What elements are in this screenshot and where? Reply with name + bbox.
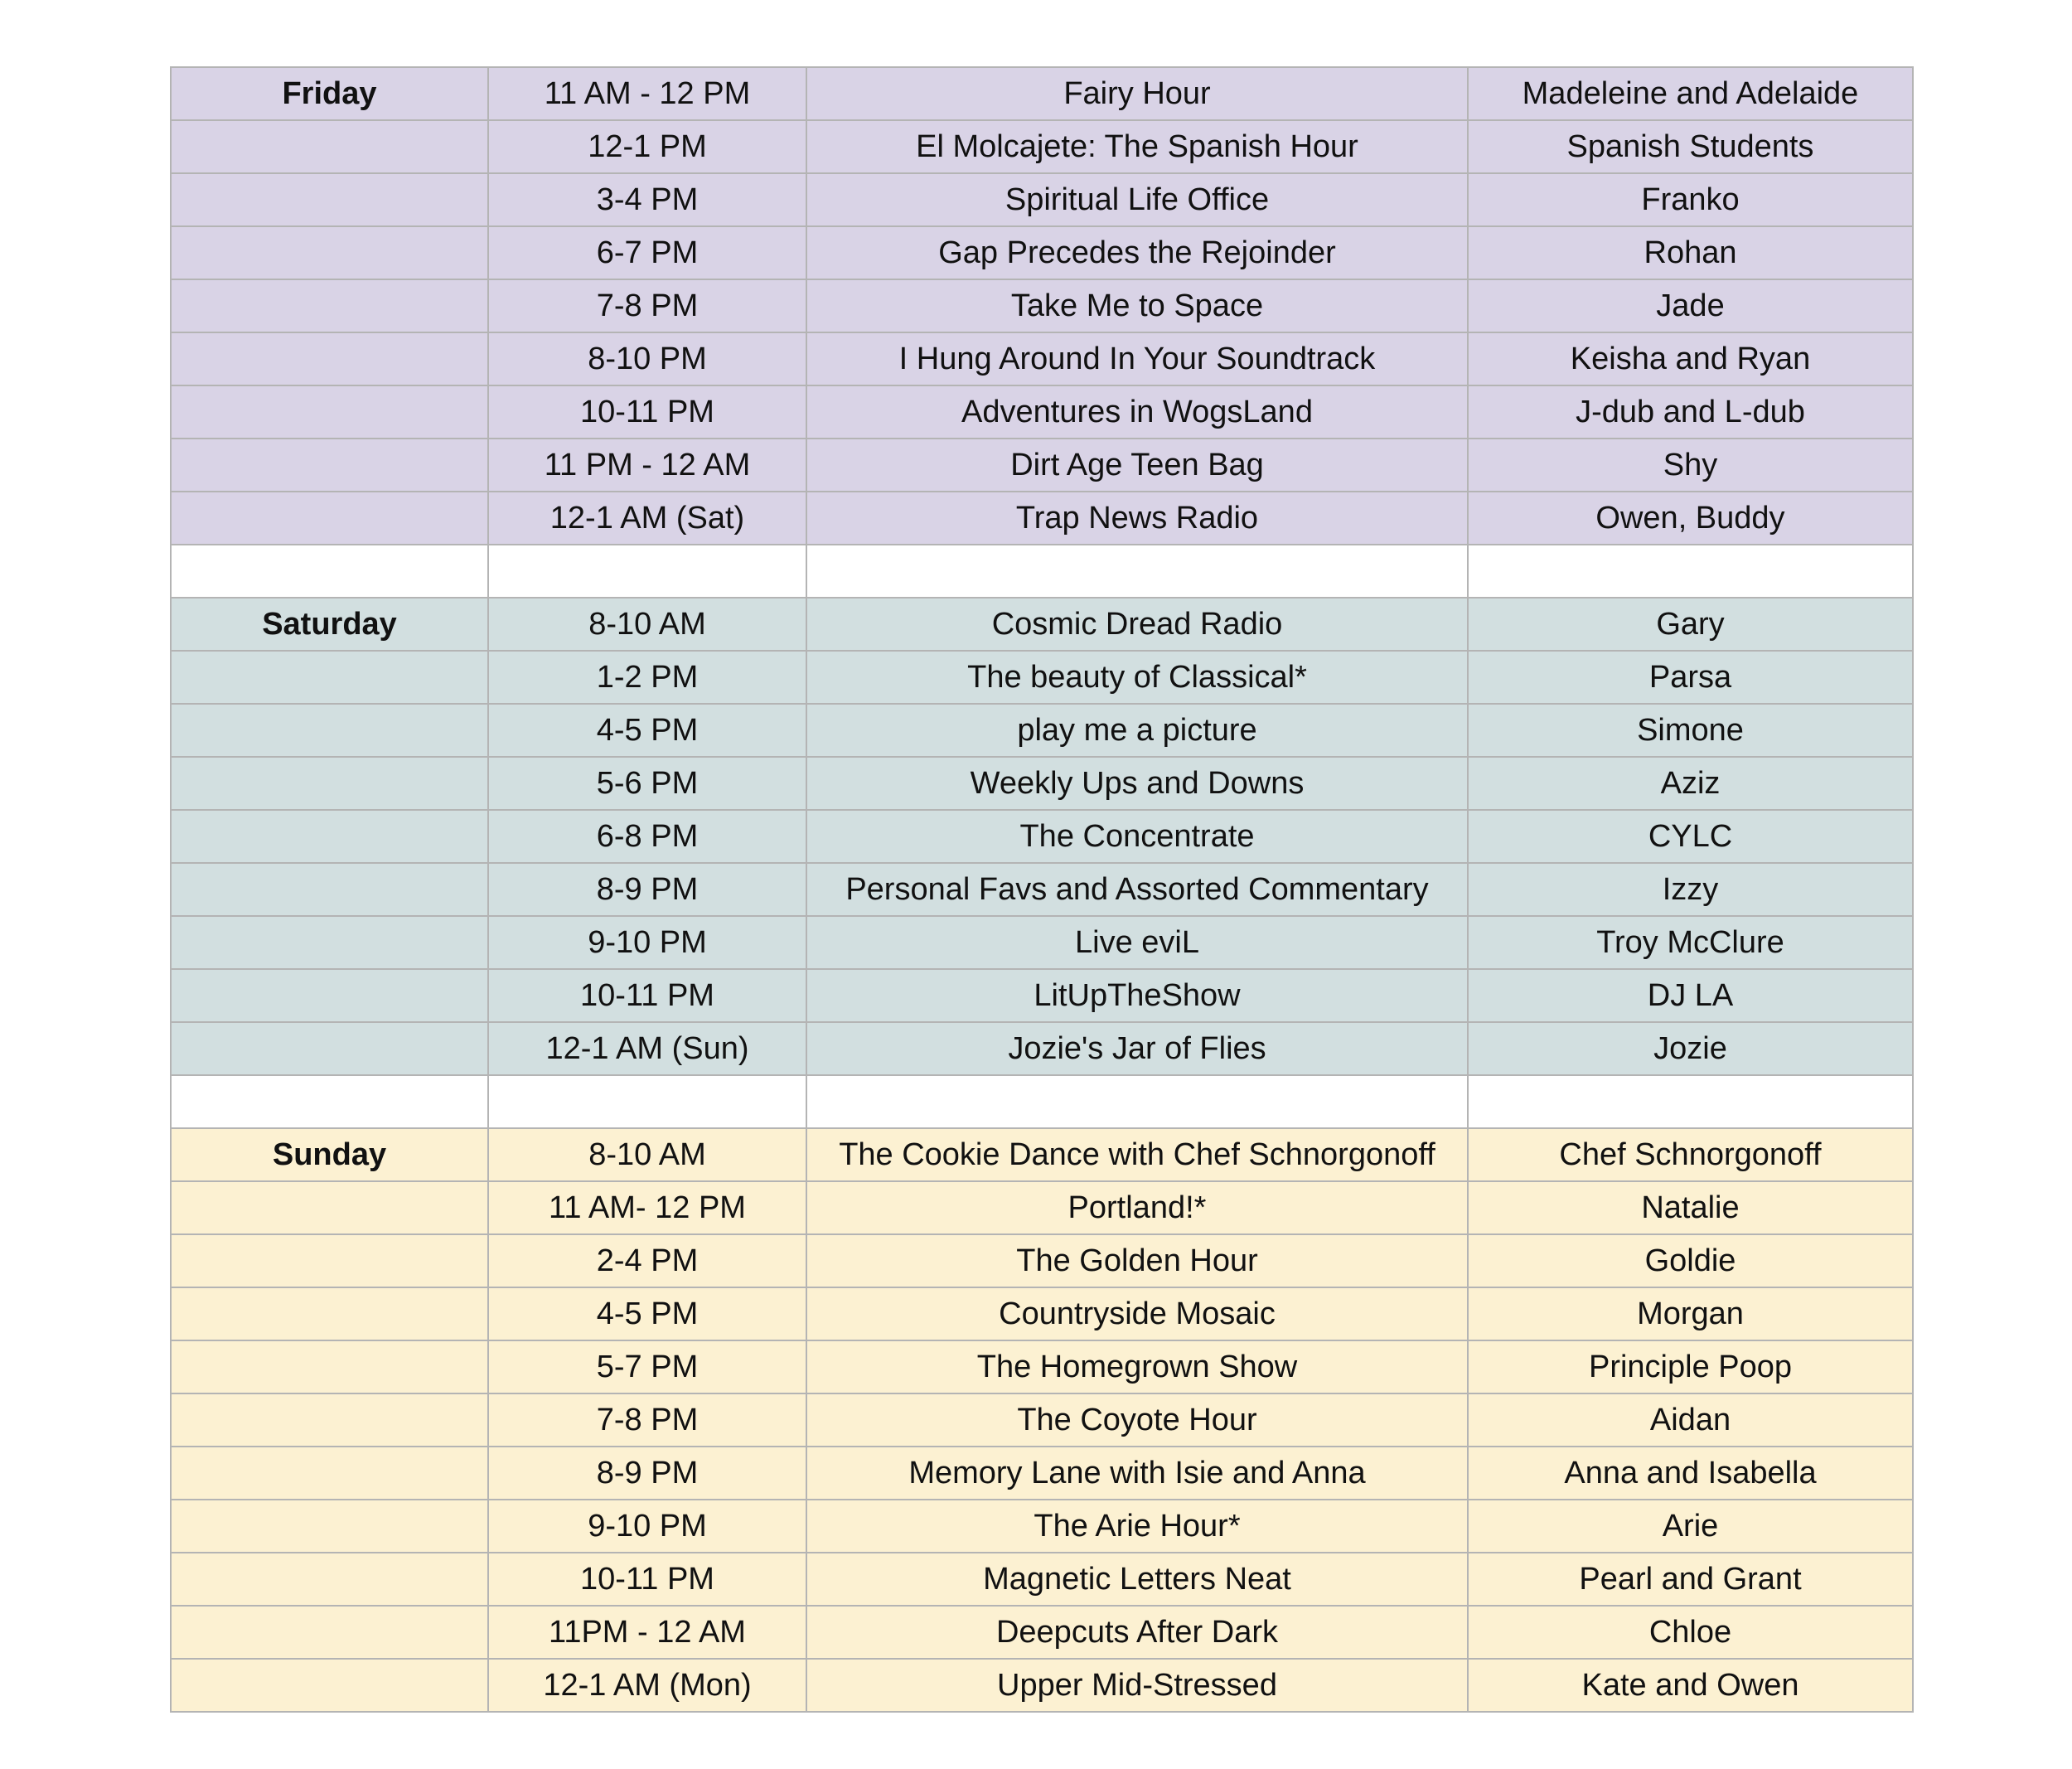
host-name: Chef Schnorgonoff <box>1468 1128 1913 1181</box>
day-cell-empty <box>171 1287 488 1340</box>
time-slot: 11PM - 12 AM <box>488 1606 806 1659</box>
time-slot: 12-1 AM (Sat) <box>488 492 806 545</box>
table-row <box>171 1500 1913 1553</box>
show-name: Gap Precedes the Rejoinder <box>806 226 1468 279</box>
host-name: Rohan <box>1468 226 1913 279</box>
show-name: Countryside Mosaic <box>806 1287 1468 1340</box>
day-cell-empty <box>171 492 488 545</box>
day-cell-empty <box>171 226 488 279</box>
host-name: Jade <box>1468 279 1913 332</box>
day-cell-empty <box>171 651 488 704</box>
host-name: Simone <box>1468 704 1913 757</box>
time-slot: 10-11 PM <box>488 385 806 439</box>
time-slot: 4-5 PM <box>488 704 806 757</box>
day-cell-empty <box>171 173 488 226</box>
show-name: play me a picture <box>806 704 1468 757</box>
table-row <box>171 1234 1913 1287</box>
time-slot: 8-9 PM <box>488 1447 806 1500</box>
time-slot: 11 AM - 12 PM <box>488 67 806 120</box>
day-cell-empty <box>171 1606 488 1659</box>
time-slot: 4-5 PM <box>488 1287 806 1340</box>
host-name: Keisha and Ryan <box>1468 332 1913 385</box>
time-slot: 9-10 PM <box>488 916 806 969</box>
day-cell-empty <box>171 757 488 810</box>
show-name: LitUpTheShow <box>806 969 1468 1022</box>
show-name: Spiritual Life Office <box>806 173 1468 226</box>
show-name: Live eviL <box>806 916 1468 969</box>
spacer-cell <box>488 1075 806 1128</box>
table-row <box>171 863 1913 916</box>
time-slot: 8-10 PM <box>488 332 806 385</box>
host-name: Gary <box>1468 598 1913 651</box>
host-name: CYLC <box>1468 810 1913 863</box>
day-cell-empty <box>171 439 488 492</box>
show-name: Personal Favs and Assorted Commentary <box>806 863 1468 916</box>
host-name: Izzy <box>1468 863 1913 916</box>
spacer-cell <box>806 1075 1468 1128</box>
table-row <box>171 969 1913 1022</box>
host-name: J-dub and L-dub <box>1468 385 1913 439</box>
time-slot: 12-1 PM <box>488 120 806 173</box>
table-row <box>171 651 1913 704</box>
table-row <box>171 1606 1913 1659</box>
show-name: Upper Mid-Stressed <box>806 1659 1468 1712</box>
table-row <box>171 757 1913 810</box>
host-name: Jozie <box>1468 1022 1913 1075</box>
time-slot: 8-9 PM <box>488 863 806 916</box>
day-cell-empty <box>171 385 488 439</box>
schedule-body <box>171 67 1913 1712</box>
host-name: Owen, Buddy <box>1468 492 1913 545</box>
host-name: Chloe <box>1468 1606 1913 1659</box>
time-slot: 11 AM- 12 PM <box>488 1181 806 1234</box>
time-slot: 9-10 PM <box>488 1500 806 1553</box>
host-name: Kate and Owen <box>1468 1659 1913 1712</box>
time-slot: 6-8 PM <box>488 810 806 863</box>
host-name: Morgan <box>1468 1287 1913 1340</box>
host-name: Principle Poop <box>1468 1340 1913 1393</box>
time-slot: 5-6 PM <box>488 757 806 810</box>
table-row <box>171 332 1913 385</box>
host-name: DJ LA <box>1468 969 1913 1022</box>
show-name: The beauty of Classical* <box>806 651 1468 704</box>
table-row <box>171 385 1913 439</box>
day-cell-empty <box>171 1447 488 1500</box>
show-name: Adventures in WogsLand <box>806 385 1468 439</box>
time-slot: 7-8 PM <box>488 279 806 332</box>
table-row <box>171 1287 1913 1340</box>
spacer-row <box>171 1075 1913 1128</box>
time-slot: 12-1 AM (Mon) <box>488 1659 806 1712</box>
table-row <box>171 704 1913 757</box>
time-slot: 7-8 PM <box>488 1393 806 1447</box>
table-row <box>171 1553 1913 1606</box>
host-name: Aidan <box>1468 1393 1913 1447</box>
day-cell-empty <box>171 1181 488 1234</box>
show-name: Magnetic Letters Neat <box>806 1553 1468 1606</box>
day-label: Sunday <box>171 1128 488 1181</box>
show-name: The Golden Hour <box>806 1234 1468 1287</box>
day-cell-empty <box>171 704 488 757</box>
show-name: Deepcuts After Dark <box>806 1606 1468 1659</box>
show-name: The Cookie Dance with Chef Schnorgonoff <box>806 1128 1468 1181</box>
spacer-cell <box>171 545 488 598</box>
day-cell-empty <box>171 969 488 1022</box>
host-name: Shy <box>1468 439 1913 492</box>
host-name: Goldie <box>1468 1234 1913 1287</box>
time-slot: 10-11 PM <box>488 1553 806 1606</box>
spacer-cell <box>806 545 1468 598</box>
show-name: El Molcajete: The Spanish Hour <box>806 120 1468 173</box>
day-cell-empty <box>171 810 488 863</box>
day-cell-empty <box>171 863 488 916</box>
table-row <box>171 916 1913 969</box>
day-cell-empty <box>171 1500 488 1553</box>
host-name: Anna and Isabella <box>1468 1447 1913 1500</box>
show-name: Fairy Hour <box>806 67 1468 120</box>
table-row <box>171 67 1913 120</box>
table-row <box>171 810 1913 863</box>
host-name: Pearl and Grant <box>1468 1553 1913 1606</box>
day-cell-empty <box>171 332 488 385</box>
time-slot: 2-4 PM <box>488 1234 806 1287</box>
day-cell-empty <box>171 1659 488 1712</box>
time-slot: 1-2 PM <box>488 651 806 704</box>
host-name: Parsa <box>1468 651 1913 704</box>
day-label: Friday <box>171 67 488 120</box>
show-name: The Coyote Hour <box>806 1393 1468 1447</box>
time-slot: 8-10 AM <box>488 598 806 651</box>
day-cell-empty <box>171 120 488 173</box>
show-name: Take Me to Space <box>806 279 1468 332</box>
show-name: Cosmic Dread Radio <box>806 598 1468 651</box>
table-row <box>171 1022 1913 1075</box>
day-cell-empty <box>171 1553 488 1606</box>
time-slot: 10-11 PM <box>488 969 806 1022</box>
host-name: Madeleine and Adelaide <box>1468 67 1913 120</box>
day-cell-empty <box>171 1234 488 1287</box>
table-row <box>171 1393 1913 1447</box>
day-cell-empty <box>171 1340 488 1393</box>
table-row <box>171 1181 1913 1234</box>
table-row <box>171 1447 1913 1500</box>
day-cell-empty <box>171 1022 488 1075</box>
table-row <box>171 120 1913 173</box>
time-slot: 6-7 PM <box>488 226 806 279</box>
host-name: Spanish Students <box>1468 120 1913 173</box>
table-row <box>171 439 1913 492</box>
host-name: Natalie <box>1468 1181 1913 1234</box>
spacer-row <box>171 545 1913 598</box>
spacer-cell <box>1468 545 1913 598</box>
host-name: Franko <box>1468 173 1913 226</box>
host-name: Aziz <box>1468 757 1913 810</box>
show-name: I Hung Around In Your Soundtrack <box>806 332 1468 385</box>
table-row <box>171 1128 1913 1181</box>
table-row <box>171 1659 1913 1712</box>
time-slot: 11 PM - 12 AM <box>488 439 806 492</box>
table-row <box>171 1340 1913 1393</box>
spacer-cell <box>488 545 806 598</box>
table-row <box>171 492 1913 545</box>
table-row <box>171 173 1913 226</box>
spacer-cell <box>1468 1075 1913 1128</box>
table-row <box>171 598 1913 651</box>
show-name: Weekly Ups and Downs <box>806 757 1468 810</box>
schedule-table <box>170 66 1914 1713</box>
show-name: Portland!* <box>806 1181 1468 1234</box>
show-name: The Arie Hour* <box>806 1500 1468 1553</box>
show-name: Jozie's Jar of Flies <box>806 1022 1468 1075</box>
show-name: Trap News Radio <box>806 492 1468 545</box>
day-cell-empty <box>171 279 488 332</box>
day-cell-empty <box>171 1393 488 1447</box>
host-name: Troy McClure <box>1468 916 1913 969</box>
time-slot: 5-7 PM <box>488 1340 806 1393</box>
show-name: The Homegrown Show <box>806 1340 1468 1393</box>
spacer-cell <box>171 1075 488 1128</box>
time-slot: 3-4 PM <box>488 173 806 226</box>
table-row <box>171 279 1913 332</box>
show-name: The Concentrate <box>806 810 1468 863</box>
time-slot: 8-10 AM <box>488 1128 806 1181</box>
table-row <box>171 226 1913 279</box>
day-cell-empty <box>171 916 488 969</box>
time-slot: 12-1 AM (Sun) <box>488 1022 806 1075</box>
day-label: Saturday <box>171 598 488 651</box>
host-name: Arie <box>1468 1500 1913 1553</box>
show-name: Dirt Age Teen Bag <box>806 439 1468 492</box>
show-name: Memory Lane with Isie and Anna <box>806 1447 1468 1500</box>
